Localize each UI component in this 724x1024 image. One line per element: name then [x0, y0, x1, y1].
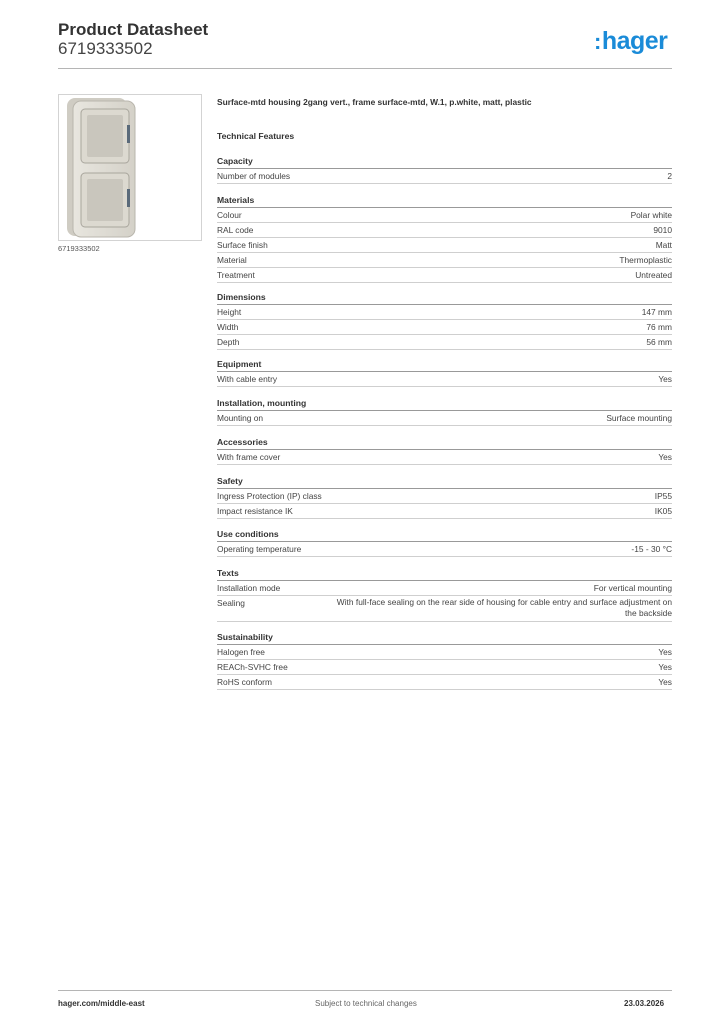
spec-label: Mounting on — [217, 413, 264, 423]
section-title: Materials — [217, 194, 672, 208]
product-image — [58, 94, 202, 241]
spec-value: For vertical mounting — [593, 583, 672, 593]
spec-row — [217, 411, 672, 426]
spec-label: RoHS conform — [217, 677, 272, 687]
spec-row — [217, 169, 672, 184]
spec-row — [217, 305, 672, 320]
spec-value: Matt — [655, 240, 672, 250]
footer-divider — [58, 990, 672, 991]
spec-row — [217, 581, 672, 596]
technical-features-heading: Technical Features — [217, 131, 295, 141]
spec-value: Polar white — [630, 210, 672, 220]
spec-value: With full-face sealing on the rear side of housing for cable entry and surface adjustment on the backside — [336, 597, 672, 618]
spec-row — [217, 450, 672, 465]
spec-row — [217, 675, 672, 690]
spec-label: Installation mode — [217, 583, 281, 593]
section-title: Dimensions — [217, 291, 672, 305]
spec-value: Yes — [658, 647, 672, 657]
spec-value: IP55 — [654, 491, 672, 501]
spec-label: Sealing — [217, 598, 245, 608]
section-sustainability — [217, 631, 672, 690]
product-code: 6719333502 — [58, 39, 153, 58]
spec-value: 147 mm — [641, 307, 672, 317]
section-installation — [217, 397, 672, 426]
spec-label: Height — [217, 307, 242, 317]
section-equipment — [217, 358, 672, 387]
spec-row — [217, 596, 672, 622]
spec-value: Yes — [658, 662, 672, 672]
spec-value: 2 — [667, 171, 672, 181]
spec-label: Operating temperature — [217, 544, 302, 554]
product-description: Surface-mtd housing 2gang vert., frame surface-mtd, W.1, p.white, matt, plastic — [217, 97, 532, 107]
section-title: Use conditions — [217, 528, 672, 542]
spec-value: Yes — [658, 677, 672, 687]
spec-label: RAL code — [217, 225, 254, 235]
section-title: Installation, mounting — [217, 397, 672, 411]
spec-label: With frame cover — [217, 452, 281, 462]
spec-label: With cable entry — [217, 374, 278, 384]
section-title: Texts — [217, 567, 672, 581]
spec-row — [217, 489, 672, 504]
spec-label: Impact resistance IK — [217, 506, 293, 516]
section-title: Equipment — [217, 358, 672, 372]
spec-label: Depth — [217, 337, 240, 347]
spec-row — [217, 660, 672, 675]
spec-row — [217, 504, 672, 519]
spec-value: Surface mounting — [606, 413, 672, 423]
spec-value: -15 - 30 °C — [631, 544, 672, 554]
spec-row — [217, 208, 672, 223]
section-use-conditions — [217, 528, 672, 557]
spec-row — [217, 253, 672, 268]
section-capacity — [217, 155, 672, 184]
spec-value: 56 mm — [646, 337, 672, 347]
spec-row — [217, 645, 672, 660]
spec-row — [217, 268, 672, 283]
section-materials — [217, 194, 672, 283]
spec-label: Number of modules — [217, 171, 291, 181]
section-title: Capacity — [217, 155, 672, 169]
spec-value: Untreated — [635, 270, 672, 280]
spec-label: Treatment — [217, 270, 255, 280]
page-title: Product Datasheet — [58, 20, 209, 39]
spec-label: Halogen free — [217, 647, 265, 657]
spec-label: Ingress Protection (IP) class — [217, 491, 322, 501]
spec-label: REACh-SVHC free — [217, 662, 288, 672]
footer-date: 23.03.2026 — [624, 999, 665, 1008]
section-texts — [217, 567, 672, 622]
section-safety — [217, 475, 672, 519]
header-divider — [58, 68, 672, 69]
spec-label: Material — [217, 255, 247, 265]
footer-notice: Subject to technical changes — [315, 999, 417, 1008]
spec-value: 76 mm — [646, 322, 672, 332]
spec-row — [217, 238, 672, 253]
section-accessories — [217, 436, 672, 465]
spec-value: 9010 — [653, 225, 672, 235]
image-caption: 6719333502 — [58, 244, 100, 253]
hager-logo: :hager — [594, 27, 668, 55]
spec-value: Yes — [658, 452, 672, 462]
section-title: Safety — [217, 475, 672, 489]
spec-value: Thermoplastic — [619, 255, 672, 265]
housing-illustration — [59, 95, 201, 240]
spec-row — [217, 372, 672, 387]
spec-label: Surface finish — [217, 240, 268, 250]
section-title: Accessories — [217, 436, 672, 450]
spec-value: Yes — [658, 374, 672, 384]
spec-label: Width — [217, 322, 239, 332]
section-dimensions — [217, 291, 672, 350]
brand-name: hager — [601, 27, 668, 55]
spec-row — [217, 335, 672, 350]
spec-row — [217, 542, 672, 557]
spec-row — [217, 320, 672, 335]
section-title: Sustainability — [217, 631, 672, 645]
spec-label: Colour — [217, 210, 242, 220]
footer-website-link[interactable]: hager.com/middle-east — [58, 999, 145, 1008]
spec-value: IK05 — [654, 506, 672, 516]
spec-row — [217, 223, 672, 238]
